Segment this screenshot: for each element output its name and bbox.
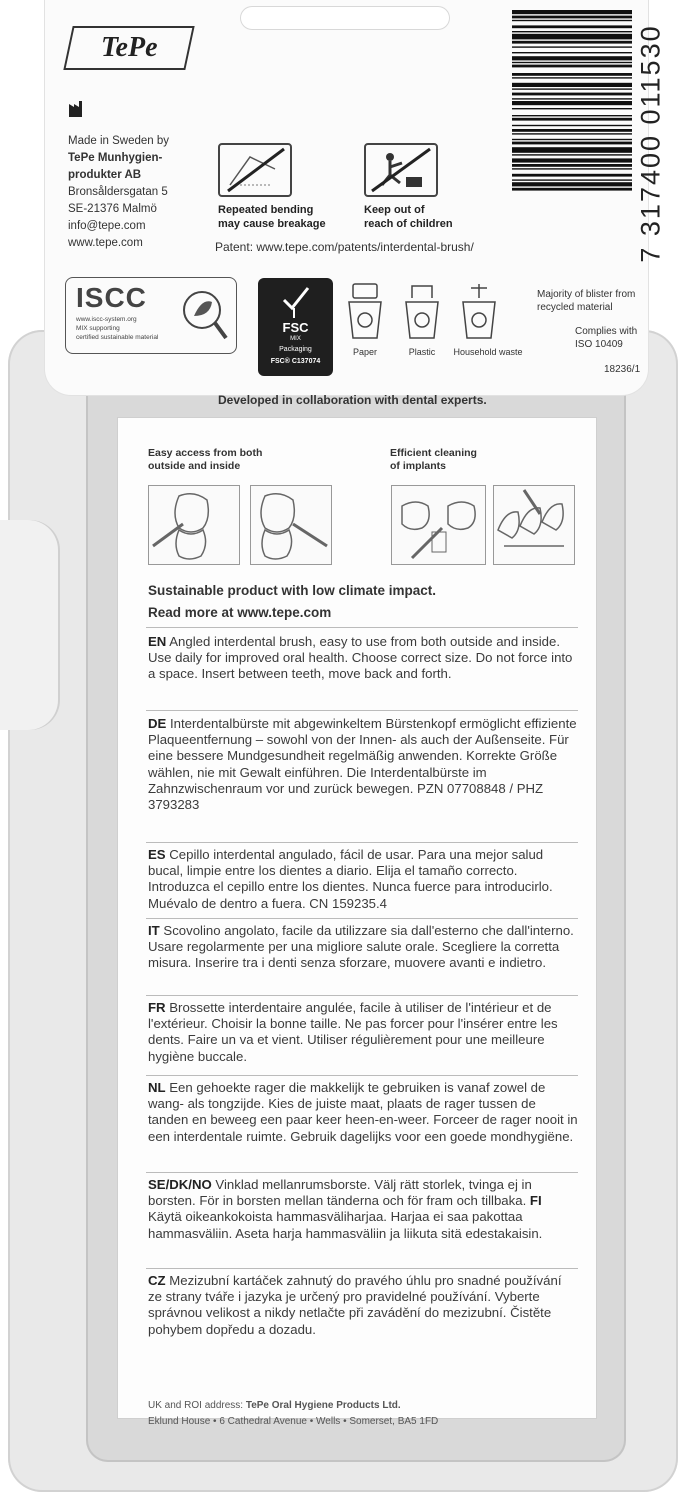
child-warning-label: Keep out of reach of children (364, 204, 453, 230)
barcode-bar (512, 65, 632, 68)
barcode-bar (512, 168, 632, 169)
implant-bridge-illustration (493, 485, 575, 565)
divider (146, 995, 578, 996)
barcode-bar (512, 142, 632, 145)
iscc-certificate: ISCC www.iscc-system.org MIX supporting certified sustainable material (65, 277, 237, 354)
barcode-bar (512, 182, 632, 186)
household-waste-icon (459, 282, 499, 342)
teeth-inside-illustration (250, 485, 332, 565)
blister-tab (0, 520, 60, 730)
product-code: 18236/1 (604, 364, 641, 375)
leaf-magnifier-icon (178, 286, 230, 344)
developed-statement: Developed in collaboration with dental experts. (218, 393, 487, 407)
feature-title-access: Easy access from both outside and inside (148, 447, 263, 472)
barcode-bar (512, 88, 632, 89)
barcode-bar (512, 77, 632, 78)
divider (146, 1075, 578, 1076)
barcode-bar (512, 139, 632, 140)
paragraph-it: IT Scovolino angolato, facile da utilizzare sia dall'esterno che dall'interno. Usare regolarmente per una migliore salute orale. Scegliere la corretta misura. Inserire tra i denti senza sforzare, muovere avanti e indietro. (148, 923, 574, 971)
barcode-bar (512, 154, 632, 155)
divider (146, 1172, 578, 1173)
barcode-bar (512, 147, 632, 153)
barcode-bar (512, 62, 632, 63)
barcode-bar (512, 133, 632, 134)
barcode-bar (512, 20, 632, 21)
barcode-bar (512, 164, 632, 167)
household-waste-label: Household waste (453, 347, 523, 357)
patent-text: Patent: www.tepe.com/patents/interdental-brush/ (215, 240, 474, 254)
bending-warning-icon (218, 143, 292, 197)
barcode-bar (512, 52, 632, 53)
barcode-bar (512, 108, 632, 109)
barcode (512, 8, 632, 266)
barcode-bar (512, 174, 632, 177)
divider (146, 627, 578, 628)
factory-icon (68, 100, 88, 118)
barcode-bar (512, 115, 632, 116)
barcode-bar (512, 25, 632, 28)
paper-recycling-icon (345, 282, 385, 342)
bending-warning-label: Repeated bending may cause breakage (218, 204, 326, 230)
paragraph-nordic: SE/DK/NO Vinklad mellanrumsborste. Välj rätt storlek, tvinga ej in borsten. För in borsten mellan tänderna och för fram och tillbaka. FI Käytä oikeankokoista hammasväliharjaa. Harjaa ei saa pakottaa hammasväliin. Aseta harja hammasväliin ja liikuta sitä edestakaisin. (148, 1177, 543, 1241)
paragraph-de: DE Interdentalbürste mit abgewinkeltem Bürstenkopf ermöglicht effiziente Plaqueentfernung – sowohl von der Innen- als auch der Außenseite. Für eine bessere Mundgesundheit regelmäßig anwenden. Korrekte Größe wählen, nie mit Gewalt einführen. Die Interdentalbürste im Zahnzwischenraum vor und zurück bewegen. PZN 07708848 / PHZ 3793283 (148, 716, 577, 813)
barcode-bar (512, 46, 632, 47)
manufacturer-address: Made in Sweden by TePe Munhygien- produkter AB Bronsåldersgatan 5 SE-21376 Malmö info@tepe.com www.tepe.com (68, 135, 170, 249)
child-warning-icon (364, 143, 438, 197)
barcode-bar (512, 101, 632, 105)
sustainability-note: Sustainable product with low climate impact. Read more at www.tepe.com (148, 583, 437, 620)
barcode-bar (512, 118, 632, 121)
feature-title-implants: Efficient cleaning of implants (390, 447, 477, 472)
barcode-bar (512, 125, 632, 126)
implant-illustration (391, 485, 486, 565)
tepe-logo: TePe (63, 26, 194, 70)
divider (146, 1268, 578, 1269)
barcode-bar (512, 73, 632, 76)
tree-check-icon (280, 284, 312, 318)
paper-label: Paper (352, 347, 378, 357)
plastic-recycling-icon (402, 282, 442, 342)
barcode-bar (512, 179, 632, 180)
paragraph-es: ES Cepillo interdental angulado, fácil de usar. Para una mejor salud bucal, limpie entre los dientes a diario. Elija el tamaño correcto. Introduzca el cepillo entre los dientes. Nunca fuerce para introducirlo. Muévalo de dentro a fuera. CN 159235.4 (148, 847, 553, 911)
barcode-bar (512, 41, 632, 44)
divider (146, 842, 578, 843)
fsc-logo: FSC MIX Packaging FSC® C137074 (258, 278, 333, 376)
barcode-bar (512, 158, 632, 162)
barcode-bar (512, 83, 632, 87)
barcode-bar (512, 129, 632, 132)
barcode-bar (512, 10, 632, 14)
barcode-bar (512, 31, 632, 32)
barcode-bar (512, 93, 632, 96)
barcode-bar (512, 188, 632, 191)
paragraph-cz: CZ Mezizubní kartáček zahnutý do pravého úhlu pro snadné používání ze strany tváře i jazyka je určený pro pravidelné používání. Vyberte správnou velikost a nikdy netlačte při zavádění do mezizubní. Čistěte pohybem dopředu a dozadu. (148, 1273, 562, 1337)
paragraph-fr: FR Brossette interdentaire angulée, facile à utiliser de l'intérieur et de l'extérieur. Choisir la bonne taille. Ne pas forcer pour l'insérer entre les dents. Faire un va et vient. Utiliser régulièrement pour une meilleure hygiène buccale. (148, 1000, 558, 1064)
paragraph-en: EN Angled interdental brush, easy to use from both outside and inside. Use daily for improved oral health. Choose correct size. Do not force into a space. Insert between teeth, move back and forth. (148, 634, 573, 682)
teeth-outside-illustration (148, 485, 240, 565)
paragraph-nl: NL Een gehoekte rager die makkelijk te gebruiken is vanaf zowel de wang- als tongzijde. Kies de juiste maat, plaats de rager tussen de tanden en beweeg een paar keer heen-en-weer. Forceer de rager nooit in een interdentale ruimte. Gebruik dagelijks voor een goede mondhygiëne. (148, 1080, 578, 1144)
hang-hole (240, 6, 450, 30)
barcode-bar (512, 56, 632, 60)
barcode-bar (512, 98, 632, 99)
divider (146, 918, 578, 919)
blister-note: Majority of blister from recycled material (537, 289, 636, 313)
plastic-label: Plastic (408, 347, 436, 357)
iso-compliance: Complies with ISO 10409 (575, 326, 638, 350)
barcode-bar (512, 34, 632, 40)
iscc-logo: ISCC (76, 282, 147, 313)
divider (146, 710, 578, 711)
barcode-bar (512, 16, 632, 19)
barcode-number: 7 317400 011530 (635, 24, 666, 263)
uk-address: UK and ROI address: TePe Oral Hygiene Products Ltd. Eklund House • 6 Cathedral Avenue • Wells • Somerset, BA5 1FD (148, 1400, 439, 1427)
